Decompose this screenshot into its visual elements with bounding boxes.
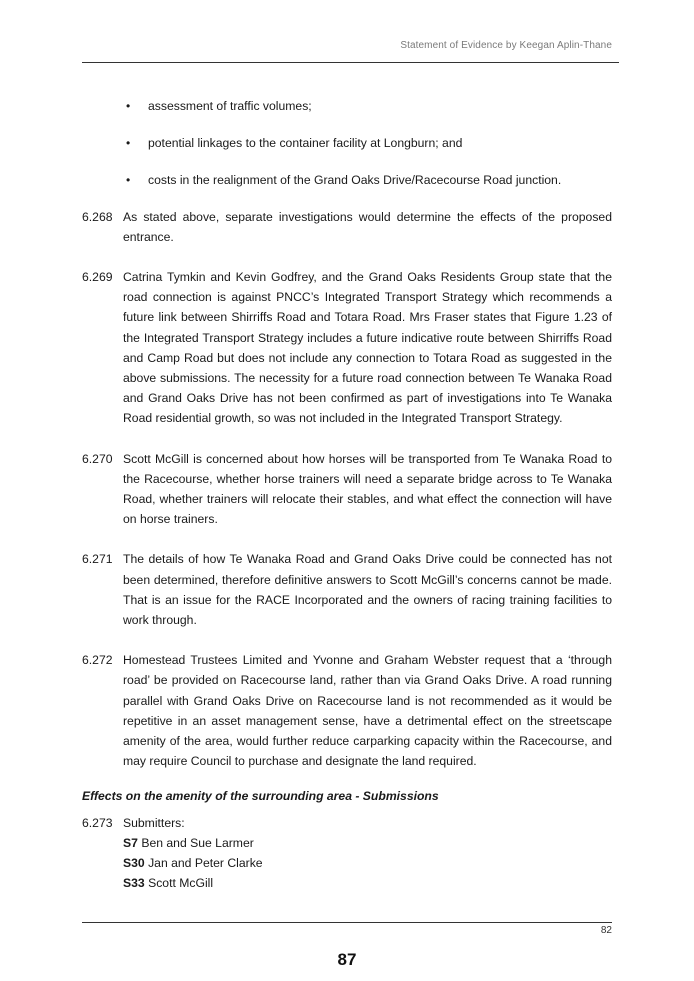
- paragraph-text: Catrina Tymkin and Kevin Godfrey, and the Grand Oaks Residents Group state that the road connection is against PNCC’s Integrated Transport Strategy which recommends a future link between Shirriffs Road and Totara Road. Mrs Fraser states that Figure 1.23 of the Integrated Transport Strategy includes a future indicative route between Shirriffs Road and Camp Road but does not include any connection to Totara Road as suggested in the above submissions. The necessity for a future road connection between Te Wanaka Road and Grand Oaks Drive has not been confirmed as part of investigations into Te Wanaka Road residential growth, so was not included in the Integrated Transport Strategy.: [123, 270, 612, 426]
- bullet-text: assessment of traffic volumes;: [148, 99, 312, 113]
- paragraph-number: 6.269: [82, 270, 113, 285]
- paragraph-6-270: [82, 449, 612, 530]
- paragraph-number: 6.272: [82, 653, 113, 668]
- submitter-entry: [123, 853, 612, 873]
- section-heading: Effects on the amenity of the surrounding area - Submissions: [82, 789, 439, 804]
- paragraph-text: As stated above, separate investigations would determine the effects of the proposed entrance.: [123, 209, 612, 244]
- submitters-label: Submitters:: [123, 815, 185, 830]
- bullet-item: [82, 170, 612, 190]
- paragraph-text: Homestead Trustees Limited and Yvonne and Graham Webster request that a ‘through road’ be provided on Racecourse land, rather than via Grand Oaks Drive. A road running parallel with Grand Oaks Drive on Racecourse land is not recommended as it would be repetitive in an asset management sense, have a detrimental effect on the streetscape amenity of the area, would further reduce carparking capacity within the Racecourse, and may require Council to purchase and designate the land required.: [123, 653, 612, 769]
- page-body: [82, 96, 612, 894]
- submitter-entry: [123, 833, 612, 853]
- paragraph-number: 6.273: [82, 815, 113, 830]
- paragraph-6-271: [82, 549, 612, 630]
- bullet-item: [82, 96, 612, 116]
- footer-rule: [82, 922, 612, 923]
- paragraph-6-269: [82, 267, 612, 429]
- paragraph-6-268: [82, 207, 612, 247]
- header-rule: [82, 62, 619, 63]
- bullet-dot-icon: •: [126, 99, 131, 113]
- bundle-page-number: 87: [337, 950, 357, 969]
- document-page-number: 82: [600, 925, 612, 936]
- submitter-code: S33: [123, 876, 145, 891]
- submitter-code: S30: [123, 856, 145, 871]
- bullet-text: costs in the realignment of the Grand Oaks Drive/Racecourse Road junction.: [148, 173, 562, 188]
- paragraph-6-272: [82, 650, 612, 771]
- paragraph-text: Scott McGill is concerned about how horses will be transported from Te Wanaka Road to the Racecourse, whether horse trainers will need a separate bridge across to Te Wanaka Road, whether trainers will relocate their stables, and what effect the connection will have on horse trainers.: [123, 451, 612, 527]
- paragraph-number: 6.270: [82, 451, 113, 466]
- bullet-dot-icon: •: [126, 136, 131, 151]
- paragraph-text: The details of how Te Wanaka Road and Grand Oaks Drive could be connected has not been determined, therefore definitive answers to Scott McGill’s concerns cannot be made. That is an issue for the RACE Incorporated and the owners of racing training facilities to work through.: [123, 552, 612, 628]
- submitter-name: Ben and Sue Larmer: [141, 835, 254, 850]
- paragraph-number: 6.271: [82, 552, 113, 567]
- submitter-entry: [123, 873, 612, 893]
- bullet-text: potential linkages to the container facility at Longburn; and: [148, 136, 463, 151]
- submitter-code: S7: [123, 835, 138, 850]
- submitter-name: Scott McGill: [148, 876, 214, 891]
- paragraph-number: 6.268: [82, 209, 113, 224]
- running-header: Statement of Evidence by Keegan Aplin-Thane: [400, 40, 612, 51]
- paragraph-6-273: [82, 813, 612, 894]
- bullet-dot-icon: •: [126, 173, 131, 188]
- submitter-name: Jan and Peter Clarke: [148, 856, 263, 871]
- bullet-item: [82, 133, 612, 153]
